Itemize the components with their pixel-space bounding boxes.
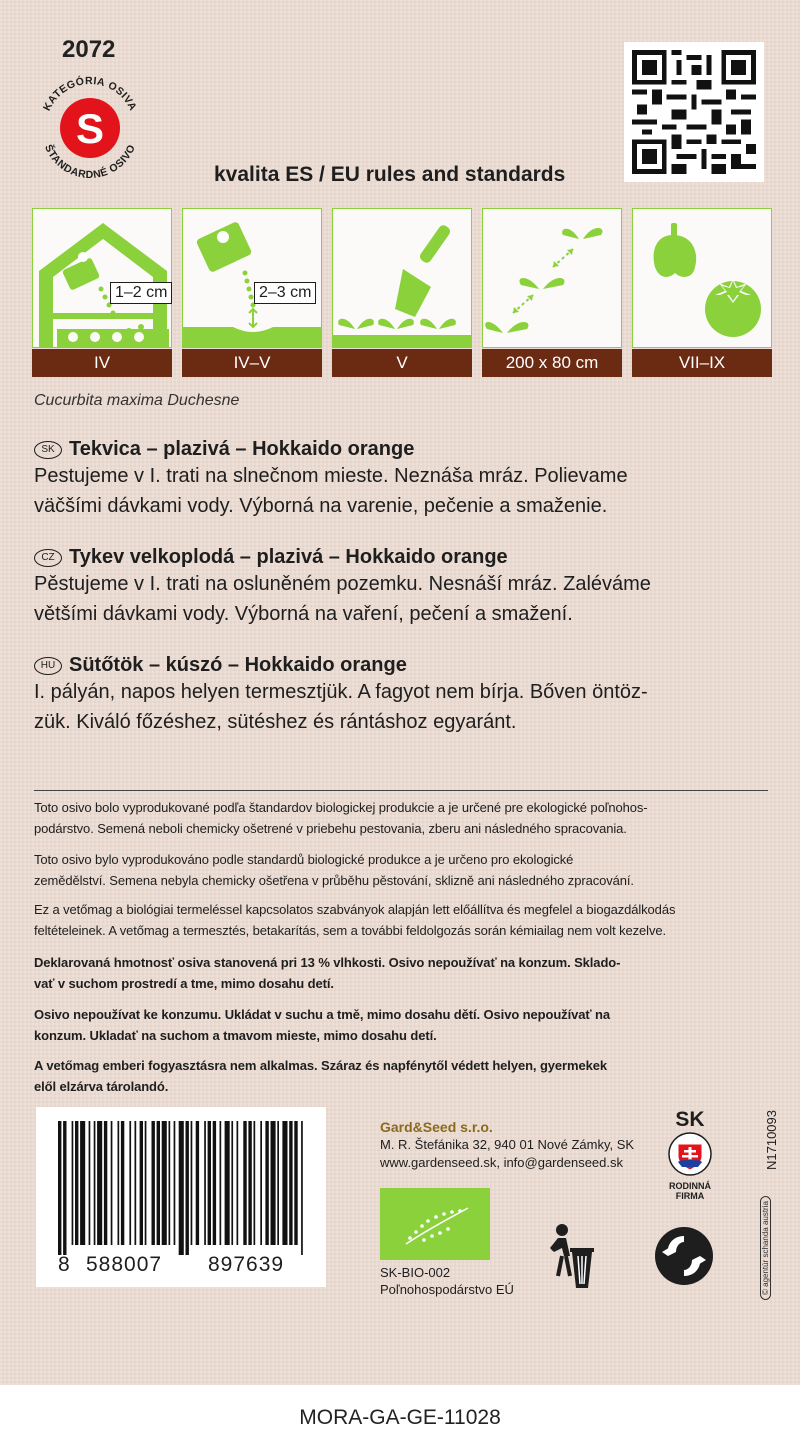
- language-code-cz: CZ: [34, 549, 62, 567]
- step-period: VII–IX: [632, 349, 772, 377]
- storage-warning-cz: [34, 1004, 774, 1046]
- country-code: SK: [675, 1108, 705, 1131]
- transplant-trowel-icon: [332, 208, 472, 348]
- storage-warning-hu: [34, 1055, 774, 1097]
- badge-letter: S: [75, 105, 105, 152]
- family-line-1: RODINNÁ: [669, 1181, 711, 1191]
- barcode: [36, 1107, 326, 1287]
- barcode-bars: [54, 1121, 310, 1255]
- step-period: V: [332, 349, 472, 377]
- printer-mark: © agentúr schanda austria: [760, 1196, 771, 1300]
- description-line: Pestujeme v I. trati na slnečnom mieste. Neznáša mráz. Polievame: [34, 465, 628, 487]
- family-line-2: FIRMA: [675, 1191, 705, 1201]
- language-code-sk: SK: [34, 441, 62, 459]
- step-3: [332, 208, 472, 376]
- step-2: [182, 208, 322, 376]
- description-line: väčšími dávkami vody. Výborná na varenie, pečenie a smaženie.: [34, 495, 608, 517]
- badge-top-text: KATEGÓRIA OSIVA: [41, 74, 139, 113]
- company-name: Gard&Seed s.r.o.: [380, 1119, 493, 1135]
- bio-code: SK-BIO-002: [380, 1265, 451, 1280]
- description-line: většími dávkami vody. Výborná na vaření, pečení a smažení.: [34, 603, 573, 625]
- organic-note-sk: [34, 797, 774, 839]
- family-company-badge: [660, 1108, 720, 1201]
- step-5: [632, 208, 772, 376]
- latin-name: Cucurbita maxima Duchesne: [34, 392, 240, 409]
- description-sk: [34, 438, 774, 521]
- note-line: Ez a vetőmag a biológiai termeléssel kapcsolatos szabványok alapján lett előállítva és megfelel a biogazdálkodás: [34, 902, 676, 917]
- quality-standard: kvalita ES / EU rules and standards: [214, 163, 566, 186]
- bio-origin: Poľnohospodárstvo EÚ: [380, 1282, 514, 1297]
- sku-number: 2072: [62, 36, 116, 63]
- organic-note-hu: [34, 899, 774, 941]
- step-period: 200 x 80 cm: [482, 349, 622, 377]
- divider: [34, 790, 768, 791]
- note-line: konzum. Ukladať na suchom a tmavom mieste, mimo dosahu detí.: [34, 1028, 437, 1043]
- step-1: [32, 208, 172, 376]
- description-hu: [34, 654, 774, 737]
- description-line: Pěstujeme v I. trati na osluněném pozemku. Nesnáší mráz. Zaléváme: [34, 573, 651, 595]
- harvest-vegetables-icon: [632, 208, 772, 348]
- barcode-group-2: 897639: [208, 1253, 285, 1276]
- tidyman-recycle-icon: [540, 1222, 596, 1290]
- storage-warning-sk: [34, 952, 774, 994]
- note-line: elől elzárva tárolandó.: [34, 1079, 169, 1094]
- company-info: [380, 1118, 634, 1172]
- note-line: vať v suchom prostredí a tme, mimo dosahu detí.: [34, 976, 334, 991]
- sowing-depth-label: 2–3 cm: [254, 282, 316, 304]
- slovak-coat-of-arms-icon: [668, 1132, 712, 1176]
- step-period: IV–V: [182, 349, 322, 377]
- plant-spacing-icon: [482, 208, 622, 348]
- outdoor-sowing-icon: [182, 208, 322, 348]
- barcode-first-digit: 8: [58, 1253, 71, 1276]
- note-line: Toto osivo bylo vyprodukováno podle standardů biologické produkce a je určeno pro ekologické: [34, 852, 574, 867]
- barcode-group-1: 588007: [86, 1253, 163, 1276]
- greenhouse-sowing-icon: [32, 208, 172, 348]
- note-line: Toto osivo bolo vyprodukované podľa štandardov biologickej produkcie a je určené pre ekologické poľnohos-: [34, 800, 648, 815]
- description-cz: [34, 546, 774, 629]
- badge-bottom-text: ŠTANDARDNÉ OSIVO: [42, 142, 139, 182]
- company-address: M. R. Štefánika 32, 940 01 Nové Zámky, SK: [380, 1137, 635, 1152]
- variety-title-text: Tekvica – plazivá – Hokkaido orange: [69, 438, 415, 460]
- green-dot-icon: [654, 1226, 714, 1286]
- note-line: feltételeinek. A vetőmag a termesztés, betakarítás, sem a további feldolgozás során kémiailag nem volt kezelve.: [34, 923, 667, 938]
- company-web: www.gardenseed.sk, info@gardenseed.sk: [380, 1155, 624, 1170]
- qr-code-icon[interactable]: [624, 42, 764, 182]
- growing-steps: [32, 208, 772, 376]
- bio-certification: [380, 1264, 514, 1298]
- variety-title: [34, 546, 774, 569]
- language-code-hu: HU: [34, 657, 62, 675]
- seed-category-badge-icon: [28, 66, 152, 190]
- variety-title: [34, 654, 774, 677]
- variety-title-text: Tykev velkoplodá – plazivá – Hokkaido orange: [69, 546, 508, 568]
- eu-organic-leaf-icon: [380, 1188, 490, 1260]
- step-period: IV: [32, 349, 172, 377]
- lot-code: N1710093: [764, 1110, 779, 1170]
- product-code: MORA-GA-GE-11028: [299, 1406, 501, 1429]
- note-line: A vetőmag emberi fogyasztásra nem alkalmas. Száraz és napfénytől védett helyen, gyermekek: [34, 1058, 607, 1073]
- step-4: [482, 208, 622, 376]
- description-line: zük. Kiváló főzéshez, sütéshez és rántáshoz egyaránt.: [34, 711, 517, 733]
- description-line: I. pályán, napos helyen termesztjük. A fagyot nem bírja. Bőven öntöz-: [34, 681, 648, 703]
- variety-title: [34, 438, 774, 461]
- sowing-depth-label: 1–2 cm: [110, 282, 172, 304]
- note-line: Osivo nepoužívat ke konzumu. Ukládat v suchu a tmě, mimo dosahu dětí. Osivo nepoužívať na: [34, 1007, 610, 1022]
- note-line: zemědělství. Semena nebyla chemicky ošetřena v průběhu pěstování, sklizně ani následného zpracování.: [34, 873, 634, 888]
- note-line: podárstvo. Semená neboli chemicky ošetrené v priebehu pestovania, zberu ani následného spracovania.: [34, 821, 627, 836]
- note-line: Deklarovaná hmotnosť osiva stanovená pri 13 % vlhkosti. Osivo nepoužívať na konzum. Sklado-: [34, 955, 621, 970]
- organic-note-cz: [34, 849, 774, 891]
- variety-title-text: Sütőtök – kúszó – Hokkaido orange: [69, 654, 407, 676]
